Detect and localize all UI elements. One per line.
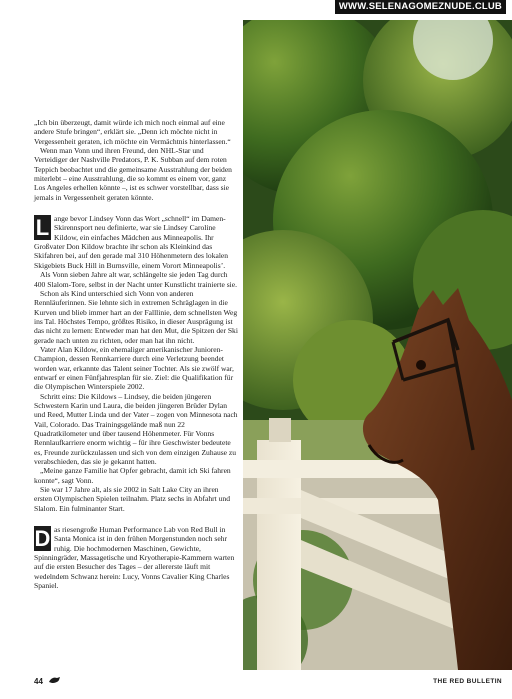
paragraph-1: „Ich bin überzeugt, damit würde ich mich noch einmal auf eine andere Stufe bringen“, erklärt sie. „Denn ich möchte nicht in Vergessenheit geraten, ich möchte ein Vermächtnis hinterlassen.“ <box>34 118 231 146</box>
horse-photo <box>243 20 512 670</box>
section-lead-paragraph-2 <box>34 525 238 590</box>
paragraph-4: Als Vonn sieben Jahre alt war, schlängelte sie jeden Tag durch 400 Slalom-Tore, selbst in der Nacht unter Kunstlicht trainierte sie. <box>34 270 237 289</box>
drop-cap-l: L <box>35 215 50 241</box>
paragraph-6: Vater Alan Kildow, ein ehemaliger amerikanischer Junioren-Champion, dessen Rennkarriere durch eine Verletzung beendet worden war, erkannte das Talent seiner Tochter. Als sie zwölf war, entwarf er einen Fünfjahresplan für sie. Ziel: die Qualifikation für die Olympischen Winterspiele 2002. <box>34 344 234 392</box>
drop-cap-d: D <box>34 526 51 552</box>
paragraph-10-text: as riesengroße Human Performance Lab von Red Bull in Santa Monica ist in den frühen Morgenstunden noch sehr ruhig. Die hochmodernen Maschinen, Gewichte, Spinningräder, Massagetische und Kryotherapie-Kammern warten auf die ersten Besucher des Tages – der allererste läuft mit wedelndem Schwanz herein: Lucy, Vonns Cavalier King Charles Spaniel. <box>34 525 235 591</box>
paragraph-2: Wenn man Vonn und ihren Freund, den NHL-Star und Verteidiger der Nashville Predators, P. K. Subban auf dem roten Teppich beobachtet und die gemeinsame Ausstrahlung der beiden miterlebt – eine Ausstrahlung, die so kommt es einem vor, ganz Los Angeles erhellen könnte –, ist es schwer vorstellbar, dass sie jemals in Vergessenheit geraten könnte. <box>34 146 232 202</box>
paragraph-3-text: ange bevor Lindsey Vonn das Wort „schnell“ im Damen-Skirennsport neu definierte, war sie Lindsey Caroline Kildow, ein einfaches Mädchen aus Minneapolis. Ihr Großvater Don Kildow brachte ihr schon als Kleinkind das Skifahren bei, auf den gerade mal 310 Höhenmetern des lokalen Skigebiets Buck Hill in Burnsville, einem Vorort Minneapolis’. <box>34 214 229 270</box>
paragraph-7: Schritt eins: Die Kildows – Lindsey, die beiden jüngeren Schwestern Karin und Laura, die beiden jüngeren Brüder Dylan und Reed, Mutter Linda und der Vater – zogen von Minnesota nach Vail, Colorado. Das Trainingsgelände maß nun 22 Quadratkilometer und über tausend Höhenmeter. Für Vonns Rennlaufkarriere enorm wichtig – für ihre Geschwister bedeutete es, Freunde zurückzulassen und sich von dem einzigen Zuhause zu verabschieden, das sie je gekannt hatten. <box>34 391 238 467</box>
watermark-banner: WWW.SELENAGOMEZNUDE.CLUB <box>335 0 506 14</box>
paragraph-5: Schon als Kind unterschied sich Vonn von anderen Rennläuferinnen. Sie lehnte sich in extremen Schräglagen in die Kurven und blieb immer hart an der Falllinie, dem schnellsten Weg ins Tal. Höchstes Tempo, größtes Risiko, in dieser Ausprägung ist das nicht zu lernen: Entweder man hat den Mut, die Spitzen der Ski gerade nach unten zu richten, oder man hat ihn nicht. <box>34 288 238 345</box>
page-footer-left <box>34 676 61 686</box>
article-column <box>34 118 238 591</box>
bull-logo-icon <box>48 676 61 686</box>
page-number: 44 <box>34 677 43 686</box>
paragraph-8: „Meine ganze Familie hat Opfer gebracht, damit ich Ski fahren konnte“, sagt Vonn. <box>34 466 231 485</box>
paragraph-9: Sie war 17 Jahre alt, als sie 2002 in Salt Lake City an ihren ersten Olympischen Spielen teilnahm. Platz sechs in Abfahrt und Slalom. Ein fulminanter Start. <box>34 485 230 513</box>
magazine-brand: THE RED BULLETIN <box>433 678 502 685</box>
section-lead-paragraph <box>34 214 238 270</box>
